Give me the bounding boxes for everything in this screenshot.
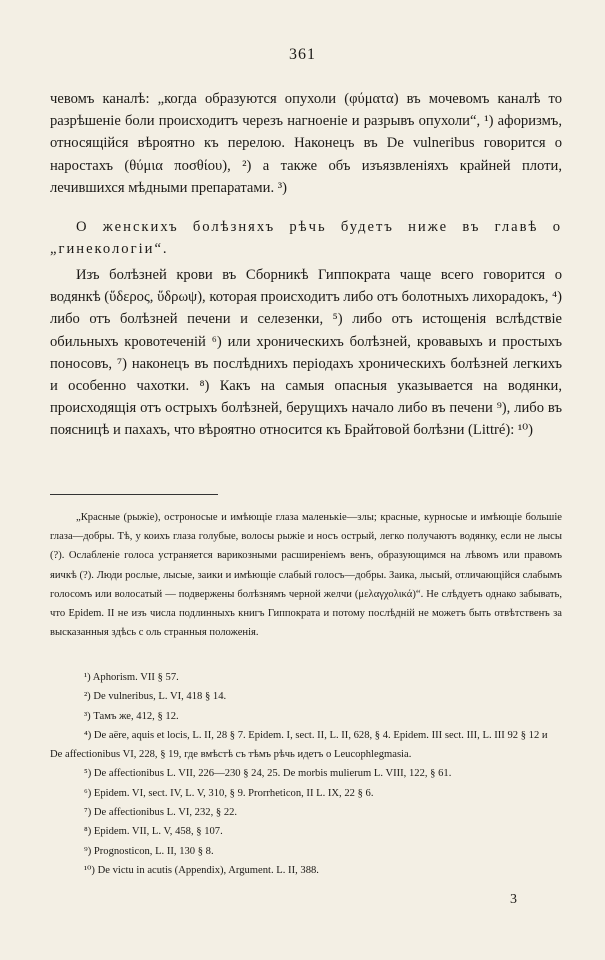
paragraph-3: Изъ болѣзней крови въ Сборникѣ Гиппократа чаще всего говорится о водянкѣ (ὕδερος, ὕδρωψ), которая происходитъ либо отъ болотныхъ лихорадокъ, ⁴) либо отъ болѣзней печени и селезенки, ⁵) либо отъ истощенія вслѣдствіе обильныхъ кровотеченій ⁶) или хроническихъ болѣзней, кровавыхъ и простыхъ поносовъ, ⁷) наконецъ въ послѣднихъ періодахъ хроническихъ болѣзней легкихъ и особенно чахотки. ⁸) Какъ на самыя опасныя указывается на водянки, происходящія отъ острыхъ болѣзней, берущихъ начало либо въ печени ⁹), либо въ поясницѣ и пахахъ, что вѣроятно относится къ Брайтовой болѣзни (Littré): ¹⁰) [50,267,562,439]
footnote-divider [50,494,218,495]
footnote-item: ⁴) De aëre, aquis et locis, L. II, 28 § 7. Epidem. I, sect. II, L. II, 628, § 4. Epidem. III sect. III, L. III 92 § 12 и De affectionibus VI, 228, § 19, где вмѣстѣ съ тѣмъ рѣчь идетъ о Leucophlegmasia. [50,729,548,761]
footnote-item: ¹⁰) De victu in acutis (Appendix), Argument. L. II, 388. [84,864,319,876]
footnote-item: ⁶) Epidem. VI, sect. IV, L. V, 310, § 9. Prorrheticon, II L. IX, 22 § 6. [84,787,374,799]
paragraph-2: О женскихъ болѣзняхъ рѣчь будетъ ниже въ главѣ о „гинекологіи“. [50,219,562,258]
footnote-continuation: „Красные (рыжіе), остроносые и имѣющіе глаза маленькіе—злы; красные, курносые и имѣющіе большіе глаза—добры. Тѣ, у коихъ глаза голубые, волосы рыжіе и носъ острый, легко получаютъ водянку, если не лысы (?). Ослабленіе голоса устраняется варикозными расширеніемъ венъ, образующимся на лѣвомъ или правомъ яичкѣ (?). Люди рослые, лысые, заики и имѣющіе слабый голосъ—добры. Заика, лысый, отличающійся слабымъ голосомъ или волосатый — подвержены болѣзнямъ черной желчи (μελαγχολικά)“. Не слѣдуетъ однако забывать, что Epidem. II не изъ числа подлинныхъ книгъ Гиппократа и потому послѣдній не можетъ быть отвѣтственъ за высказанныя здѣсь с оль странныя положенія. [50,512,562,639]
page-number: 361 [289,46,316,63]
footnote-item: ²) De vulneribus, L. VI, 418 § 14. [84,691,227,703]
footnote-item: ⁹) Prognosticon, L. II, 130 § 8. [84,845,214,857]
footnote-item: ⁵) De affectionibus L. VII, 226—230 § 24, 25. De morbis mulierum L. VIII, 122, § 61. [84,768,452,780]
footnote-item: ⁷) De affectionibus L. VI, 232, § 22. [84,807,238,819]
footnote-item: ⁸) Epidem. VII, L. V, 458, § 107. [84,826,223,838]
footnote-item: ¹) Aphorism. VII § 57. [84,672,179,683]
footnote-item: ³) Тамъ же, 412, § 12. [84,710,179,722]
paragraph-1: чевомъ каналѣ: „когда образуются опухоли (φύματα) въ мочевомъ каналѣ то разрѣшеніе боли происходитъ черезъ нагноеніе и разрывъ опухоли“, ¹) афоризмъ, относящійся вѣроятно къ перелою. Наконецъ въ De vulneribus говорится о наростахъ (θύμια ποσθίου), ²) а также объ изъязвленіяхъ крайней плоти, лечившихся мѣдными препаратами. ³) [50,91,562,196]
signature-mark: 3 [510,892,517,907]
footnote-list [50,668,562,880]
